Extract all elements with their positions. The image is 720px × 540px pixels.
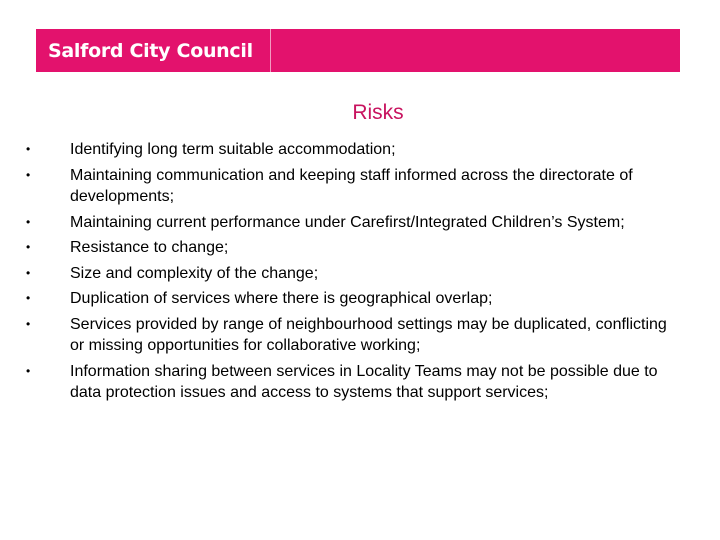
salford-city-council-logo: Salford City Council <box>48 39 253 62</box>
list-item <box>26 139 676 161</box>
risk-text: Information sharing between services in Locality Teams may not be possible due to data protection issues and access to systems that support services; <box>70 362 658 401</box>
list-item <box>26 263 676 285</box>
risk-text: Size and complexity of the change; <box>70 264 319 282</box>
risk-text: Duplication of services where there is geographical overlap; <box>70 290 493 307</box>
bullet-icon: • <box>26 240 31 254</box>
slide-title: Risks <box>352 101 404 124</box>
bullet-icon: • <box>26 265 31 280</box>
list-item <box>26 237 676 259</box>
bullet-icon: • <box>26 363 31 378</box>
risk-text: Services provided by range of neighbourhood settings may be duplicated, conflicting or missing opportunities for collaborative working; <box>70 315 667 354</box>
header-divider <box>270 29 271 72</box>
bullet-icon: • <box>26 142 31 156</box>
bullet-icon: • <box>26 316 31 331</box>
risk-list <box>26 139 676 408</box>
bullet-icon: • <box>26 214 31 229</box>
header-banner <box>36 29 680 72</box>
list-item <box>26 288 676 310</box>
risk-text: Identifying long term suitable accommodation; <box>70 141 396 158</box>
list-item <box>26 314 676 357</box>
risk-text: Maintaining current performance under Carefirst/Integrated Children’s System; <box>70 213 625 231</box>
risk-text: Resistance to change; <box>70 239 229 256</box>
risk-text: Maintaining communication and keeping staff informed across the directorate of developments; <box>70 166 633 205</box>
bullet-icon: • <box>26 291 31 305</box>
list-item <box>26 361 676 404</box>
bullet-icon: • <box>26 167 31 182</box>
list-item <box>26 212 676 234</box>
list-item <box>26 165 676 208</box>
